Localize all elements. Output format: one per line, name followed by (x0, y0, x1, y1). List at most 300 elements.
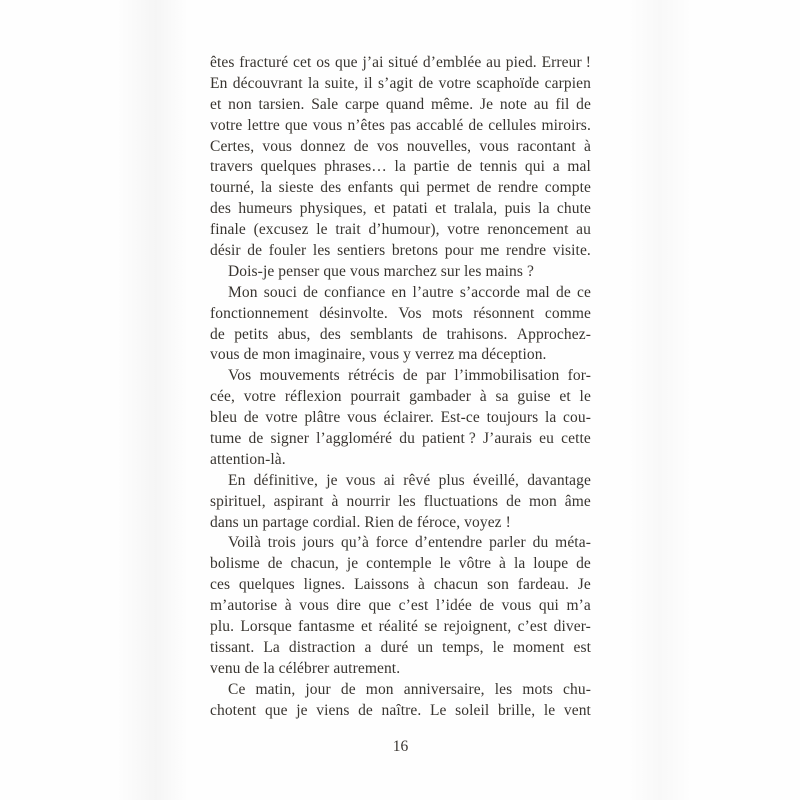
word: matin, (255, 680, 296, 698)
word: vous (479, 137, 510, 155)
word: votre (243, 388, 277, 406)
word: son (487, 576, 509, 594)
page-shading-left (116, 0, 188, 800)
word: jour (305, 680, 331, 698)
word: de (358, 701, 373, 719)
word: se (424, 618, 438, 636)
word: le (543, 701, 556, 719)
paragraph (210, 366, 591, 470)
word: cet (293, 54, 312, 71)
word: La (263, 638, 280, 656)
text-line (210, 471, 591, 492)
word: votre (447, 221, 480, 239)
word: diver- (553, 618, 591, 636)
page-number: 16 (392, 738, 409, 755)
word: viens (316, 701, 350, 719)
word: plus (438, 471, 465, 489)
word: de (248, 430, 264, 448)
word: la (544, 409, 557, 427)
word: confiance (324, 283, 386, 301)
text-line: vous de mon imaginaire, vous y verrez ma déception. (210, 346, 547, 364)
word: désinvolte. (319, 304, 388, 322)
word: du (532, 534, 549, 552)
word: duré (380, 638, 409, 656)
word: de (576, 95, 591, 113)
word: rétrécis (348, 367, 395, 385)
word: quelques (238, 576, 295, 594)
word: vos (376, 137, 399, 155)
word: j’ai (362, 54, 384, 71)
word: donnez (300, 137, 346, 155)
word: dire (336, 597, 361, 615)
word: au (576, 221, 591, 239)
word: sa (495, 388, 509, 406)
word: à (417, 576, 425, 594)
paragraph (210, 680, 591, 722)
word: spirituel, (210, 492, 266, 510)
word: je (326, 471, 338, 489)
word: au (486, 54, 501, 71)
word: loupe (533, 555, 569, 573)
word: êtes (210, 54, 235, 71)
word: nourrir (346, 492, 391, 510)
word: fracturé (239, 54, 289, 71)
word: accablé (416, 116, 464, 134)
word: éveillé, (473, 471, 519, 489)
word: il (363, 74, 373, 92)
word: os (316, 54, 331, 71)
word: s’agit (378, 74, 414, 92)
word: trois (267, 534, 296, 552)
word: cette (561, 430, 591, 448)
word: naître. (381, 701, 422, 719)
word: tourné, (210, 179, 255, 197)
word: trahisons. (446, 325, 508, 343)
word: découvrant (232, 74, 303, 92)
word: et (373, 200, 386, 218)
word: fardeau. (517, 576, 569, 594)
word: a (552, 158, 560, 176)
word: de (422, 325, 438, 343)
word: nouvelles, (406, 137, 472, 155)
word: et (210, 95, 222, 113)
word: Le (429, 701, 447, 719)
text-line (210, 701, 591, 722)
word: travers (210, 158, 253, 176)
word: éclairer. (383, 409, 434, 427)
word: votre (210, 116, 243, 134)
word: carpien (544, 74, 591, 92)
word: fouler (268, 242, 307, 260)
paragraph (210, 533, 591, 679)
word: résonnent (473, 304, 535, 322)
word: le (316, 221, 328, 239)
word: et (559, 388, 571, 406)
word: fantasme (298, 618, 355, 636)
word: Mon (228, 283, 258, 301)
word: physiques, (299, 200, 367, 218)
word: parler (489, 534, 526, 552)
word: pied. (505, 54, 537, 71)
word: mots (522, 680, 553, 698)
word: Ce (228, 680, 246, 698)
word: de (479, 597, 495, 615)
word: au (533, 95, 549, 113)
paragraph (210, 283, 591, 367)
word: et (361, 618, 373, 636)
word: le (579, 388, 591, 406)
word: En (228, 471, 246, 489)
word: mots (432, 304, 463, 322)
text-line (210, 199, 591, 220)
word: par (426, 367, 447, 385)
word: l’autre (412, 283, 454, 301)
word: les (312, 242, 331, 260)
word: Sale (311, 95, 339, 113)
word: à (284, 597, 292, 615)
text-line (210, 116, 591, 137)
word: cellules (488, 116, 537, 134)
word: de (476, 179, 492, 197)
word: de (267, 555, 283, 573)
word: d’entendre (414, 534, 483, 552)
word: l’idée (435, 597, 472, 615)
word: des (210, 200, 231, 218)
word: Vos (228, 367, 252, 385)
word: de (556, 283, 571, 301)
word: âme (564, 492, 591, 510)
word: tralala, (453, 200, 498, 218)
word: même. (431, 95, 474, 113)
word: de (210, 325, 225, 343)
text-line (210, 366, 591, 387)
word: vous (262, 137, 293, 155)
word: méta- (555, 534, 591, 552)
word: de (418, 74, 434, 92)
word: phrases… (324, 158, 387, 176)
word: vous (299, 597, 329, 615)
word: m’autorise (210, 597, 278, 615)
word: rendre (505, 242, 547, 260)
word: guise (517, 388, 551, 406)
text-line: Dois-je penser que vous marchez sur les mains ? (228, 262, 534, 280)
word: la (308, 74, 320, 92)
word: de (243, 409, 259, 427)
word: d’humour), (368, 221, 440, 239)
word: de (576, 555, 591, 573)
paragraph (210, 471, 591, 534)
word: Voilà (228, 534, 261, 552)
word: tennis (479, 158, 518, 176)
word: vent (563, 701, 591, 719)
text-block (210, 53, 591, 722)
word: de (457, 158, 472, 176)
word: me (480, 242, 500, 260)
text-line (210, 533, 591, 554)
word: qu’à (341, 534, 369, 552)
word: de (247, 242, 263, 260)
text-line (210, 157, 591, 178)
word: soleil (455, 701, 490, 719)
paragraph (210, 262, 591, 283)
word: votre (438, 74, 472, 92)
word: l’immobilisation (454, 367, 560, 385)
word: fil (555, 95, 570, 113)
word: n’êtes (347, 116, 386, 134)
word: anniversaire, (403, 680, 485, 698)
word: chacun (433, 576, 479, 594)
word: vous (312, 116, 343, 134)
word: vous (347, 409, 377, 427)
word: rêvé (403, 471, 431, 489)
word: patati (392, 200, 428, 218)
word: fonctionnement (210, 304, 309, 322)
word: toujours (486, 409, 539, 427)
word: mon (365, 680, 394, 698)
word: que (284, 116, 308, 134)
word: mal (567, 158, 591, 176)
word: ces (210, 576, 231, 594)
word: contemple (366, 555, 432, 573)
word: partie (413, 158, 450, 176)
text-line (210, 387, 591, 408)
word: chute (556, 200, 591, 218)
word: réalité (378, 618, 419, 636)
word: moment (513, 638, 565, 656)
word: plâtre (304, 409, 341, 427)
text-line (210, 429, 591, 450)
word: tarsien. (258, 95, 305, 113)
word: vous (345, 471, 376, 489)
word: quelques (260, 158, 317, 176)
text-line (210, 241, 591, 262)
text-line (210, 638, 591, 659)
word: qui (538, 597, 559, 615)
word: brille, (497, 701, 536, 719)
word: Lorsque (240, 618, 292, 636)
word: ce (577, 283, 591, 301)
text-line: venu de la célébrer autrement. (210, 659, 401, 677)
text-line (210, 137, 591, 158)
word: des (319, 325, 341, 343)
word: le (439, 555, 451, 573)
word: je (346, 555, 359, 573)
word: trait (335, 221, 361, 239)
word: que (334, 54, 358, 71)
word: à (583, 137, 591, 155)
word: les (398, 492, 416, 510)
word: racontant (517, 137, 576, 155)
word: pas (390, 116, 412, 134)
text-line (210, 95, 591, 116)
word: des (320, 179, 342, 197)
word: Est-ce (440, 409, 480, 427)
text-line: dans un partage cordial. Rien de féroce, voyez ! (210, 513, 511, 531)
word: quand (385, 95, 425, 113)
word: abus, (277, 325, 311, 343)
word: de (468, 116, 484, 134)
word: la (538, 200, 550, 218)
word: ai (383, 471, 396, 489)
text-line (210, 53, 591, 74)
word: à (499, 555, 507, 573)
word: que (368, 597, 392, 615)
word: permet (426, 179, 471, 197)
word: je (296, 701, 308, 719)
word: chotent (210, 701, 257, 719)
word: sieste (278, 179, 314, 197)
word: Laissons (354, 576, 410, 594)
word: non (228, 95, 252, 113)
word: désir (210, 242, 241, 260)
word: m’a (566, 597, 591, 615)
word: situé (388, 54, 419, 71)
word: mal (526, 283, 550, 301)
word: davantage (527, 471, 591, 489)
word: vôtre (458, 555, 492, 573)
word: rendre (498, 179, 539, 197)
word: pour (444, 242, 474, 260)
word: cou- (563, 409, 591, 427)
word: à (331, 492, 339, 510)
word: temps, (442, 638, 484, 656)
word: de (402, 367, 418, 385)
paragraph (210, 53, 591, 262)
word: qui (399, 179, 420, 197)
word: signer (270, 430, 309, 448)
word: (excusez (253, 221, 309, 239)
word: souci (263, 283, 297, 301)
word: sentiers (337, 242, 386, 260)
word: que (264, 701, 288, 719)
word: bretons (391, 242, 439, 260)
word: Certes, (210, 137, 255, 155)
word: de (303, 283, 318, 301)
word: jours (302, 534, 335, 552)
word: comme (544, 304, 591, 322)
word: bleu (210, 409, 238, 427)
word: a (364, 638, 372, 656)
word: en (391, 283, 407, 301)
word: Je (480, 95, 494, 113)
word: à (479, 388, 487, 406)
text-line (210, 575, 591, 596)
word: petits (234, 325, 269, 343)
word: un (417, 638, 434, 656)
word: pourrait (350, 388, 401, 406)
word: l’aggloméré (316, 430, 393, 448)
word: suite, (324, 74, 359, 92)
word: Erreur ! (541, 54, 591, 71)
text-line (210, 408, 591, 429)
text-line (210, 617, 591, 638)
word: scaphoïde (476, 74, 540, 92)
word: En (210, 74, 228, 92)
word: s’accorde (459, 283, 521, 301)
word: patient ? (422, 430, 476, 448)
text-line (210, 178, 591, 199)
text-line (210, 220, 591, 241)
word: visite. (552, 242, 591, 260)
word: Je (577, 576, 591, 594)
word: réflexion (284, 388, 342, 406)
word: et (435, 200, 447, 218)
word: semblants (350, 325, 414, 343)
text-line: attention-là. (210, 450, 286, 468)
word: de (340, 680, 356, 698)
word: distraction (288, 638, 356, 656)
word: mon (528, 492, 557, 510)
text-line (210, 554, 591, 575)
word: vous (501, 597, 532, 615)
word: bolisme (210, 555, 260, 573)
word: rejoignent, (443, 618, 512, 636)
word: est (573, 638, 591, 656)
text-line (210, 492, 591, 513)
word: chacun, (290, 555, 339, 573)
word: la (260, 179, 273, 197)
word: force (375, 534, 409, 552)
word: tissant. (210, 638, 255, 656)
word: tume (210, 430, 242, 448)
text-line (210, 680, 591, 701)
word: puis (504, 200, 531, 218)
word: aspirant (273, 492, 324, 510)
word: la (513, 555, 526, 573)
word: de (353, 137, 369, 155)
word: gambader (409, 388, 471, 406)
word: enfants (347, 179, 394, 197)
word: Vos (398, 304, 422, 322)
word: du (399, 430, 415, 448)
word: d’emblée (422, 54, 482, 71)
text-line (210, 74, 591, 95)
word: plu. (210, 618, 235, 636)
word: mouvements (259, 367, 340, 385)
word: les (494, 680, 513, 698)
word: c’est (398, 597, 429, 615)
word: lignes. (303, 576, 346, 594)
word: finale (210, 221, 246, 239)
word: fluctuations (423, 492, 499, 510)
word: votre (265, 409, 298, 427)
word: for- (567, 367, 591, 385)
word: humeurs (238, 200, 293, 218)
word: note (499, 95, 527, 113)
word: lettre (247, 116, 280, 134)
word: Approchez- (516, 325, 591, 343)
word: cée, (210, 388, 235, 406)
word: le (492, 638, 505, 656)
word: c’est (517, 618, 548, 636)
text-line (210, 304, 591, 325)
word: qui (524, 158, 546, 176)
word: de (506, 492, 521, 510)
text-line (210, 596, 591, 617)
word: renoncement (487, 221, 569, 239)
page-shading-right (628, 0, 692, 800)
word: eu (539, 430, 554, 448)
word: carpe (345, 95, 380, 113)
text-line (210, 283, 591, 304)
word: miroirs. (541, 116, 591, 134)
word: la (394, 158, 406, 176)
word: chu- (563, 680, 591, 698)
text-line (210, 325, 591, 346)
word: compte (544, 179, 591, 197)
word: J’aurais (483, 430, 533, 448)
word: définitive, (253, 471, 318, 489)
